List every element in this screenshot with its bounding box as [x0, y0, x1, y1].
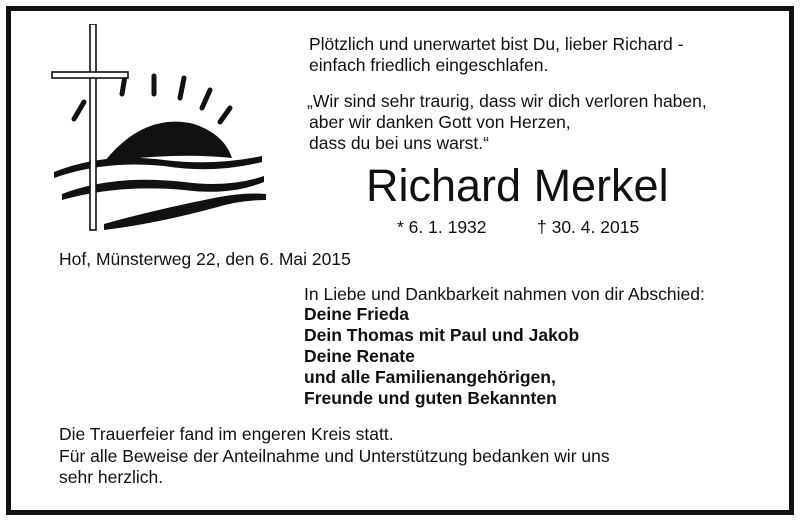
intro-line: einfach friedlich eingeschlafen.: [309, 55, 549, 75]
mourner-line: Deine Frieda: [304, 304, 410, 324]
cross-sunrise-icon: [44, 24, 274, 234]
deceased-name: Richard Merkel: [366, 160, 669, 211]
death-date: † 30. 4. 2015: [537, 217, 640, 237]
funeral-notice: Die Trauerfeier fand im engeren Kreis statt.: [59, 424, 394, 444]
mourner-line: Dein Thomas mit Paul und Jakob: [304, 325, 580, 345]
mourner-line: und alle Familienangehörigen,: [304, 367, 556, 387]
quote-line: dass du bei uns warst.“: [309, 133, 489, 153]
quote-line: aber wir danken Gott von Herzen,: [309, 112, 571, 132]
mourner-line: Freunde und guten Bekannten: [304, 388, 557, 408]
quote-line: „Wir sind sehr traurig, dass wir dich verloren haben,: [307, 91, 707, 111]
birth-date: * 6. 1. 1932: [397, 217, 487, 237]
mourner-line: Deine Renate: [304, 346, 415, 366]
place-date: Hof, Münsterweg 22, den 6. Mai 2015: [59, 249, 351, 269]
farewell-text: In Liebe und Dankbarkeit nahmen von dir Abschied:: [304, 284, 705, 304]
thanks-line: Für alle Beweise der Anteilnahme und Unterstützung bedanken wir uns: [59, 446, 610, 466]
intro-line: Plötzlich und unerwartet bist Du, lieber Richard -: [309, 34, 684, 54]
thanks-line: sehr herzlich.: [59, 467, 164, 487]
